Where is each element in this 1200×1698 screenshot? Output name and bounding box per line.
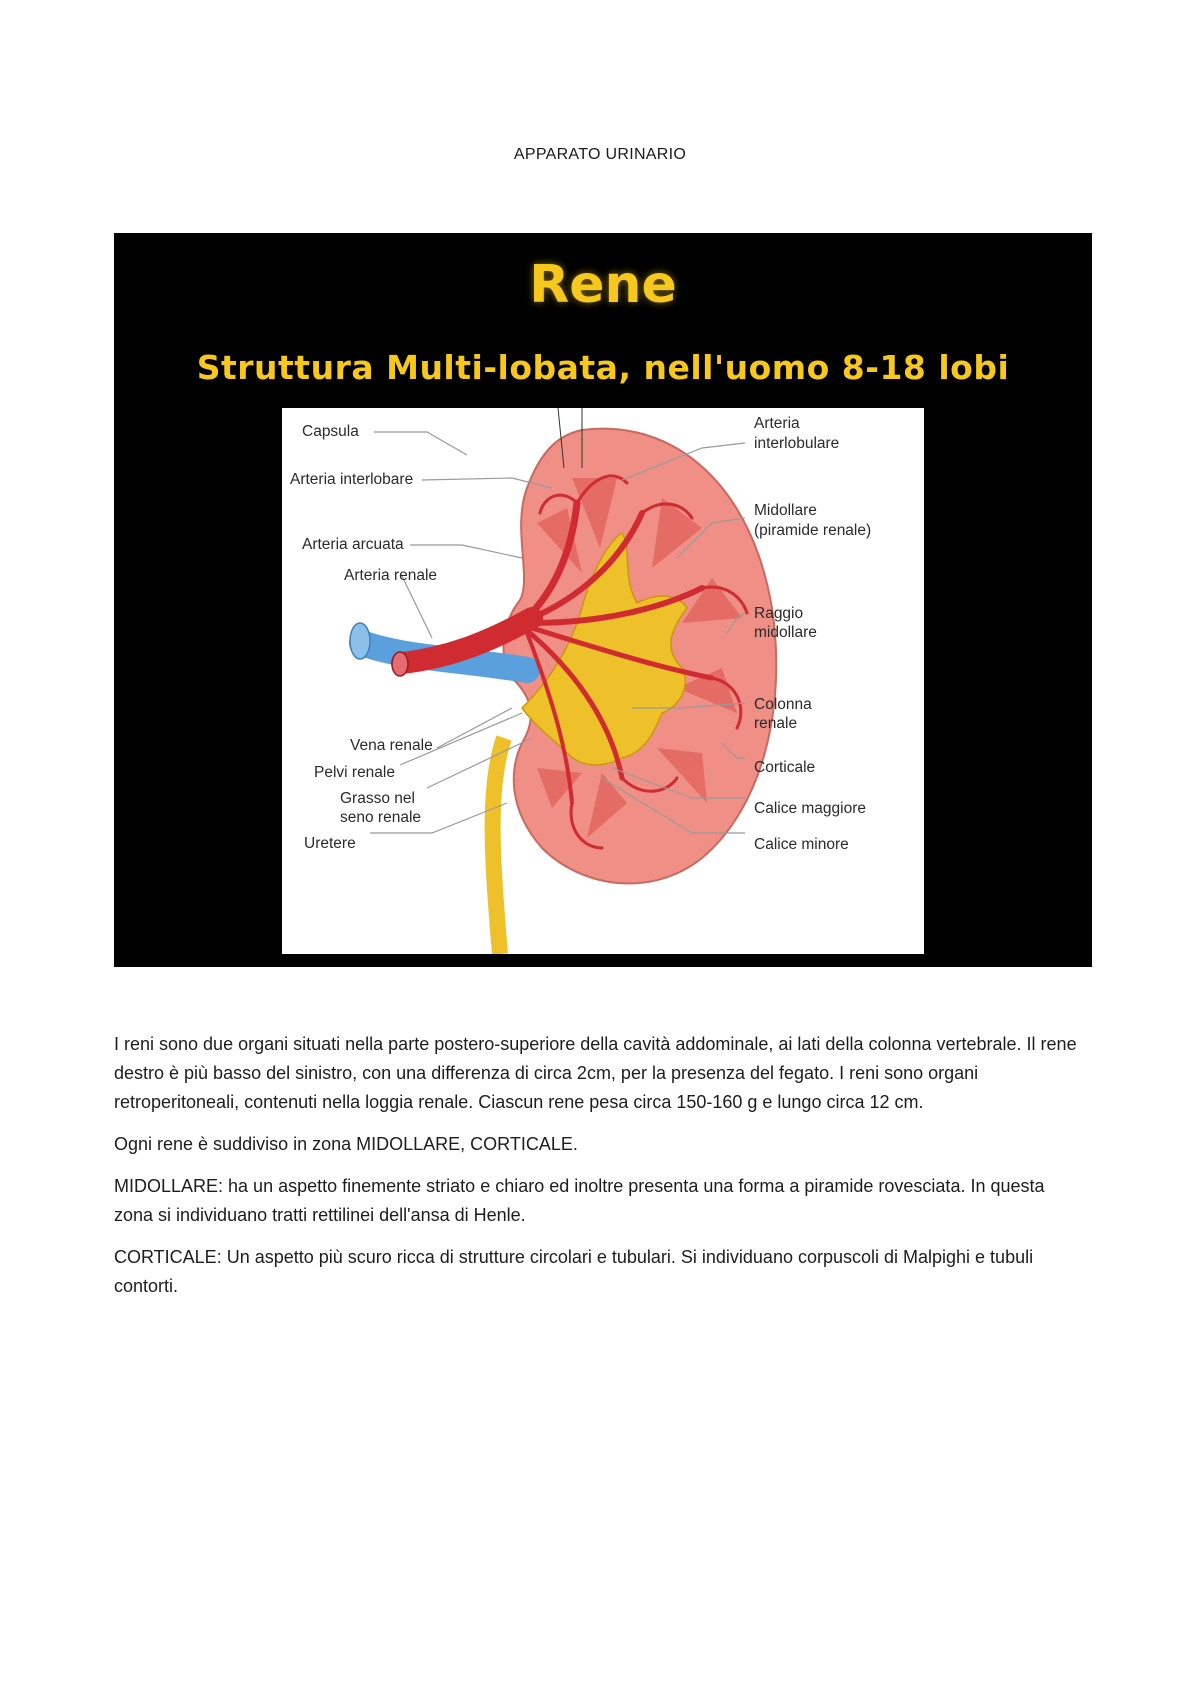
label-arteria-arcuata: Arteria arcuata [302, 536, 404, 553]
label-arteria-renale: Arteria renale [344, 567, 438, 584]
label-corticale: Corticale [754, 759, 816, 776]
paragraph-zones: Ogni rene è suddiviso in zona MIDOLLARE, CORTICALE. [114, 1134, 578, 1154]
ureter-shape [493, 738, 504, 954]
slide-title: Rene [529, 255, 677, 315]
label-raggio-line1: Raggio [754, 605, 804, 622]
label-grasso-line2: seno renale [340, 809, 422, 826]
document-title: APPARATO URINARIO [513, 146, 687, 163]
label-colonna-line1: Colonna [754, 696, 812, 713]
label-midollare-line1: Midollare [754, 502, 817, 519]
paragraph-midollare: MIDOLLARE: ha un aspetto finemente striato e chiaro ed inoltre presenta una forma a piramide rovesciata. In questa zona si individuano tratti rettilinei dell'ansa di Henle. [114, 1176, 1045, 1225]
label-vena-renale: Vena renale [350, 737, 433, 754]
label-pelvi-renale: Pelvi renale [314, 764, 395, 781]
kidney-slide [114, 233, 1092, 967]
kidney-diagram [282, 408, 924, 954]
paragraph-intro: I reni sono due organi situati nella parte postero-superiore della cavità addominale, ai lati della colonna vertebrale. Il rene destro è più basso del sinistro, con una differenza di circa 2cm, per la presenza del fegato. I reni sono organi retroperitoneali, contenuti nella loggia renale. Ciascun rene pesa circa 150-160 g e lungo circa 12 cm. [114, 1034, 1077, 1112]
body-text [114, 1030, 1086, 1314]
label-arteria-interlobulare-line1: Arteria [754, 415, 800, 432]
label-colonna-line2: renale [754, 715, 798, 732]
label-midollare-line2: (piramide renale) [754, 522, 872, 539]
label-arteria-interlobare: Arteria interlobare [290, 471, 414, 488]
label-calice-maggiore: Calice maggiore [754, 800, 866, 817]
kidney-illustration [282, 408, 924, 954]
slide-subtitle: Struttura Multi-lobata, nell'uomo 8-18 lobi [196, 348, 1010, 387]
label-grasso-line1: Grasso nel [340, 790, 415, 807]
label-arteria-interlobulare-line2: interlobulare [754, 435, 840, 452]
paragraph-corticale: CORTICALE: Un aspetto più scuro ricca di strutture circolari e tubulari. Si individuano corpuscoli di Malpighi e tubuli contorti. [114, 1247, 1034, 1296]
label-raggio-line2: midollare [754, 624, 817, 641]
label-calice-minore: Calice minore [754, 836, 849, 853]
label-capsula: Capsula [302, 423, 359, 440]
label-uretere: Uretere [304, 835, 356, 852]
